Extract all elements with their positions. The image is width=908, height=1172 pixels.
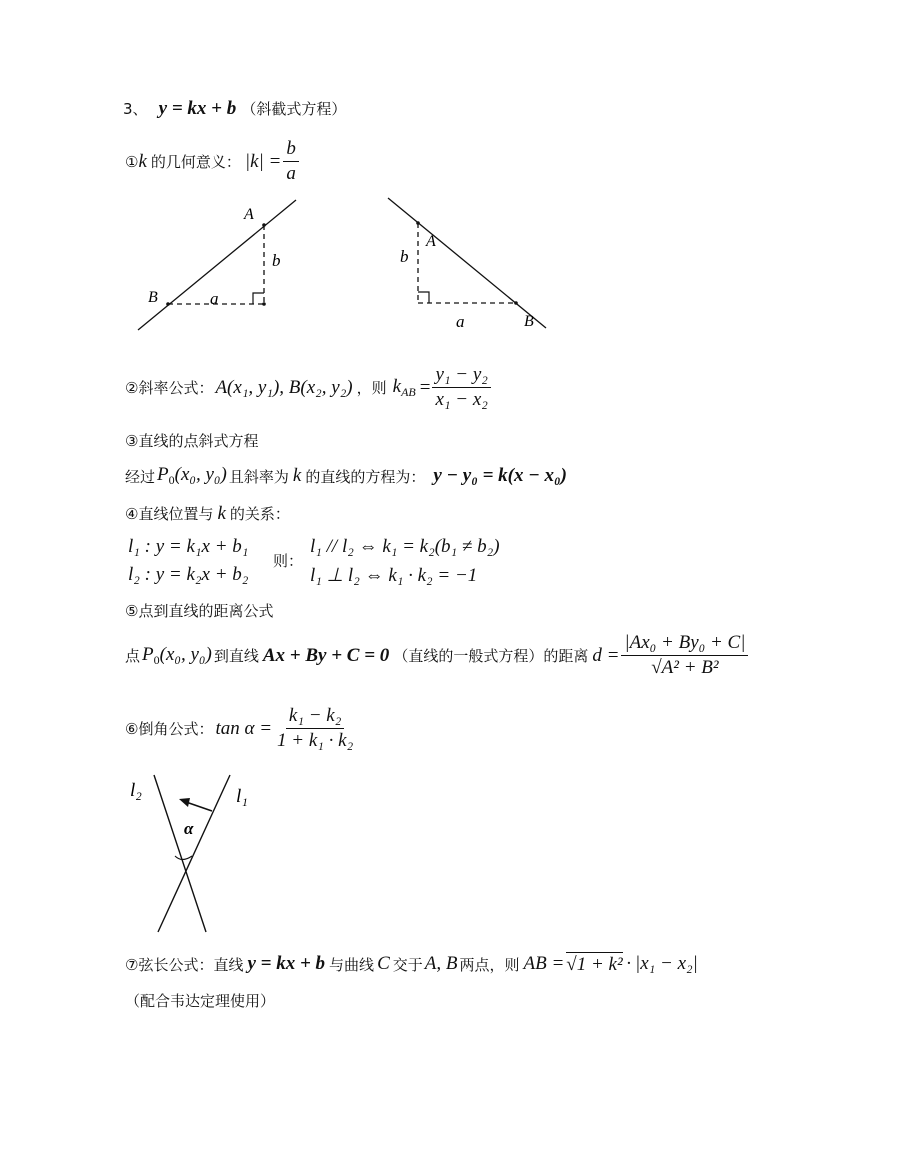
section-4-line-2: l₂ : y = k₂x + b₂ <box>128 564 249 585</box>
section-2-points: A(x₁, y₁), B(x₂, y₂) <box>215 376 353 398</box>
section-1-denominator: a <box>286 163 296 184</box>
figure-2-right-angle <box>418 292 429 303</box>
section-3-body <box>125 464 567 488</box>
section-1 <box>125 138 301 185</box>
section-3-title: ③直线的点斜式方程 <box>125 432 259 450</box>
figure-angle-lines <box>120 770 280 940</box>
section-7-dot: · <box>625 953 633 974</box>
section-1-abs-k: |k| = <box>244 150 282 172</box>
section-7-mid3: 两点，则 <box>459 955 520 974</box>
figure-1-point-a <box>262 223 266 227</box>
section-2-k-subscript: AB <box>401 384 416 399</box>
section-2-numerator: y₁ − y₂ <box>432 364 490 388</box>
heading-note: （斜截式方程） <box>241 100 347 118</box>
section-3-point: $P_0(x_0$, y₀) <box>157 464 227 487</box>
section-4-parallel: l₁ // l₂ ⇔ k₁ = k₂(b₁ ≠ b₂) <box>310 536 500 557</box>
section-2 <box>125 364 493 411</box>
section-7-abs: |x₁ − x₂| <box>635 953 698 974</box>
figure-2-label-side-b: b <box>400 247 409 266</box>
section-1-label: ① <box>125 152 139 171</box>
section-4-k: k <box>217 503 226 524</box>
figure-3-angle-arc <box>175 856 192 860</box>
figure-3-line-l2 <box>154 775 206 932</box>
figure-2-point-b <box>514 301 518 305</box>
figure-1-label-b: B <box>148 289 158 306</box>
section-6-label: ⑥倒角公式： <box>125 720 214 738</box>
section-7-line: y = kx + b <box>247 953 326 974</box>
figure-1-point-b <box>166 302 170 306</box>
section-7-curve: C <box>377 953 390 974</box>
figure-1-right-angle <box>253 293 264 304</box>
section-7-label: ⑦弦长公式：直线 <box>125 955 244 974</box>
heading <box>123 98 346 120</box>
figure-3-label-alpha: α <box>184 819 194 838</box>
section-2-eq: = <box>419 376 431 398</box>
figure-slope-negative <box>380 190 560 340</box>
section-1-k: k <box>138 150 147 172</box>
section-4-perpendicular: l₁ ⊥ l₂ ⇔ k₁ · k₂ = −1 <box>310 565 478 586</box>
section-7-points: A, B <box>424 953 458 974</box>
section-7 <box>125 952 698 976</box>
figure-1-label-side-a: a <box>210 289 219 308</box>
section-7-radical: √1 + k² <box>566 954 623 975</box>
figure-1-corner <box>262 302 266 306</box>
section-5-pre: 点 <box>125 647 141 665</box>
section-2-k: $k_{AB}$ <box>392 375 416 399</box>
section-6-numerator: k₁ − k₂ <box>286 705 344 729</box>
section-1-text: 的几何意义： <box>150 153 241 171</box>
figure-3-label-l2: l₂ <box>130 780 142 801</box>
section-5-numerator: |Ax₀ + By₀ + C| <box>621 632 748 656</box>
section-7-ab: AB = <box>523 953 565 974</box>
figure-1-label-side-b: b <box>272 251 281 270</box>
section-3-equation: y − y₀ = k(x − x₀) <box>433 465 567 486</box>
section-3-mid1: 且斜率为 <box>228 467 289 486</box>
section-5-denominator: √A² + B² <box>651 657 719 678</box>
heading-number: 3、 <box>123 100 148 118</box>
section-5-mid1: 到直线 <box>213 647 259 665</box>
figure-3-arrow-head <box>179 798 190 807</box>
section-3-pre: 经过 <box>125 467 156 486</box>
figure-slope-positive <box>120 190 320 340</box>
figure-3-label-l1: l₁ <box>236 786 248 807</box>
section-4-then: 则： <box>273 552 304 570</box>
section-5-line: Ax + By + C = 0 <box>262 644 390 666</box>
figure-3-arrow-shaft <box>186 802 212 811</box>
section-6-fraction <box>274 705 356 752</box>
section-6-denominator: 1 + k₁ · k₂ <box>277 730 354 751</box>
section-6 <box>125 705 358 752</box>
section-4-line-1: l₁ : y = k₁x + b₁ <box>128 536 249 557</box>
figure-2-label-a: A <box>426 233 436 250</box>
section-1-fraction <box>283 138 299 185</box>
figure-2-label-b: B <box>524 313 534 330</box>
section-2-then: ，则 <box>356 379 387 397</box>
section-1-numerator: b <box>283 138 299 162</box>
section-4-title: ④直线位置与 k 的关系： <box>125 503 290 524</box>
figure-3-line-l1 <box>158 775 230 932</box>
section-6-lhs: tan α = <box>215 717 273 739</box>
section-5-title: ⑤点到直线的距离公式 <box>125 602 274 620</box>
section-3-mid2: 的直线的方程为： <box>305 467 426 486</box>
section-5-d: d = <box>592 644 620 666</box>
section-5-mid2: （直线的一般式方程）的距离 <box>393 647 589 665</box>
figure-2-line <box>388 198 546 328</box>
figure-1-label-a: A <box>244 206 254 223</box>
section-7-note: （配合韦达定理使用） <box>125 992 276 1010</box>
section-7-mid1: 与曲线 <box>329 955 375 974</box>
section-5-point: $P_0(x_0$, y₀) <box>142 643 212 667</box>
section-2-denominator: x₁ − x₂ <box>435 389 488 410</box>
figure-2-label-side-a: a <box>456 312 465 331</box>
section-2-label: ②斜率公式： <box>125 379 214 397</box>
section-5-body <box>125 632 750 679</box>
section-2-fraction <box>432 364 490 411</box>
section-3-k: k <box>292 465 302 486</box>
figure-2-point-a <box>416 221 420 225</box>
section-5-fraction <box>621 632 748 679</box>
heading-formula: y = kx + b <box>158 98 237 119</box>
section-7-mid2: 交于 <box>392 955 423 974</box>
